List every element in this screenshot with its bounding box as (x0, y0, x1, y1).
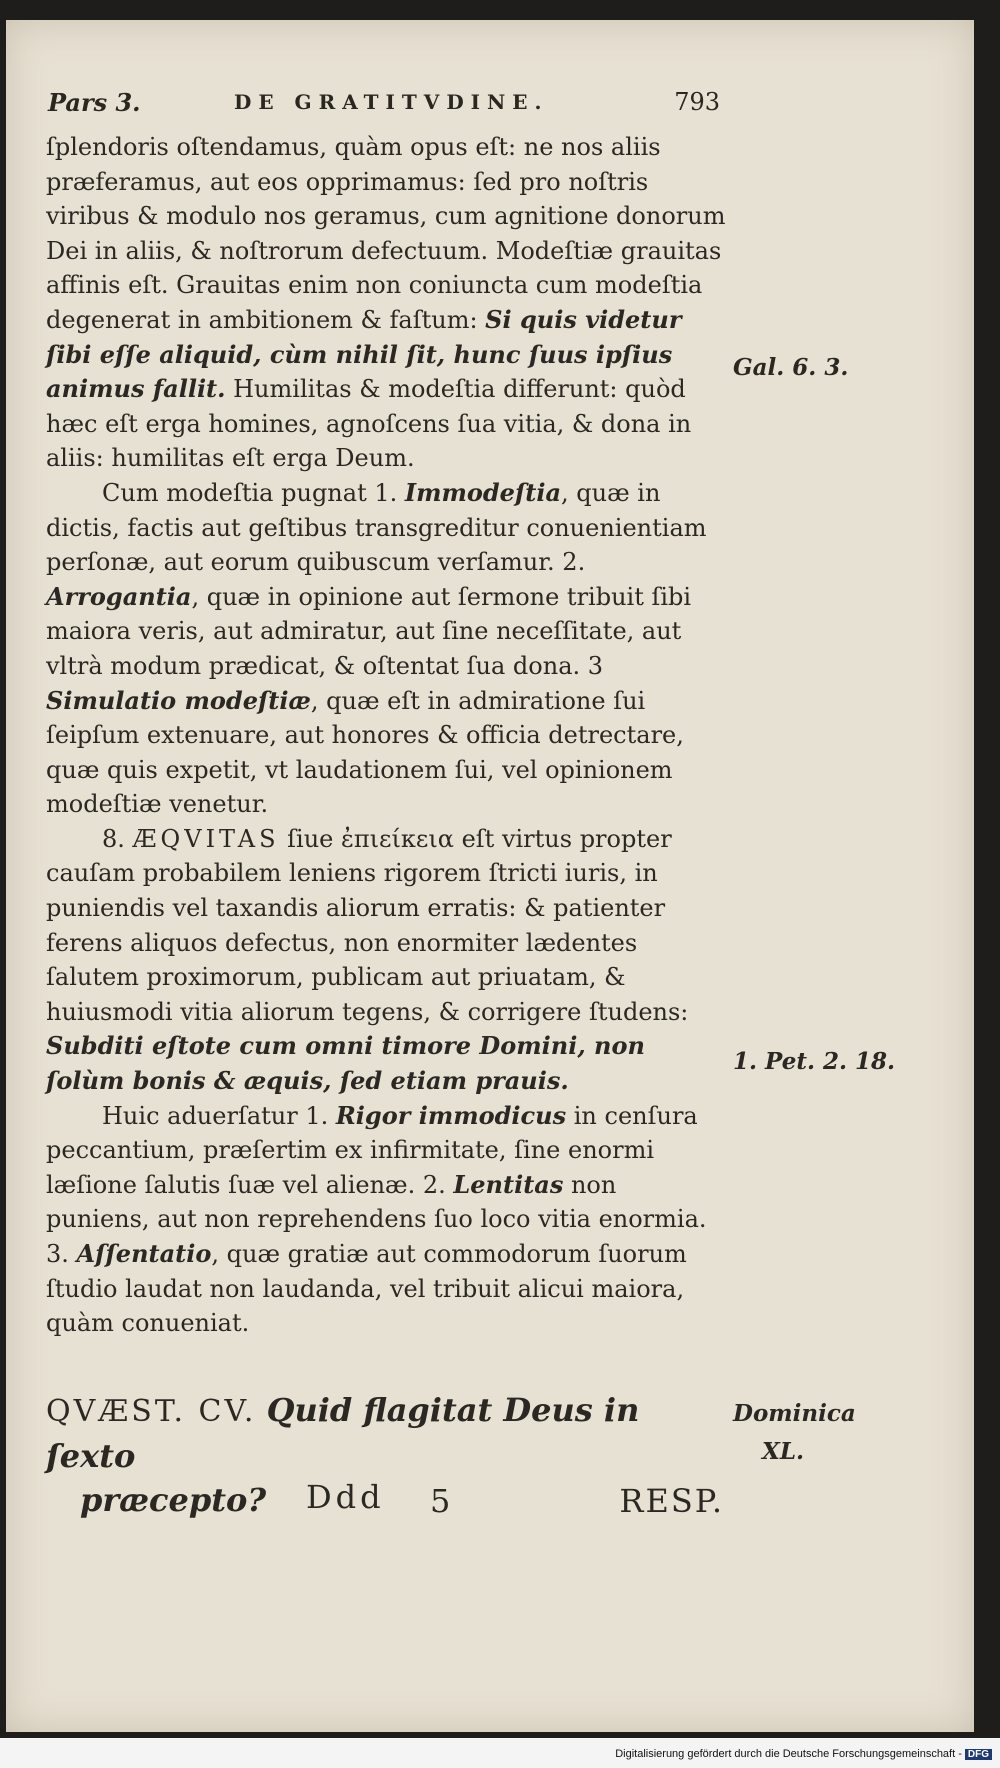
term-lentitas: Lentitas (453, 1169, 564, 1199)
term-simulatio: Simulatio modeſtiæ (46, 685, 311, 715)
text-run: ſplendoris oſtendamus, quàm opus eſt: ne nos aliis præferamus, aut eos opprimamus: ſed pro noſtris viribus & modulo nos geramus, cum agnitione donorum Dei in aliis, & noſtrorum defectuum. Modeſtiæ grauitas affinis eſt. Grauitas enim non coniuncta cum modeſtia degenerat in ambitionem & faſtum: (46, 133, 726, 334)
running-header (44, 88, 724, 124)
question-line-1 (46, 1388, 726, 1478)
text-run: ſiue ἐπιείκεια eſt virtus propter cauſam probabilem leniens rigorem ſtricti iuris, in puniendis vel taxandis aliorum erratis: & patienter ferens aliquos defectus, non enormiter lædentes ſalutem proximorum, publicam aut priuatam, & huiusmodi vitia aliorum tegens, & corrigere ſtudens: (46, 824, 689, 1026)
credit-text: Digitalisierung gefördert durch die Deutsche Forschungsgemeinschaft - (615, 1748, 962, 1760)
main-text (46, 130, 726, 1341)
term-immodestia: Immodeſtia (404, 477, 562, 507)
scripture-quote-pet: Subditi eſtote cum omni timore Domini, non ſolùm bonis & æquis, ſed etiam prauis. (46, 1031, 645, 1096)
margin-note-xl: XL. (762, 1438, 805, 1465)
signature-number: 5 (430, 1482, 451, 1520)
text-run: 8. (102, 824, 133, 853)
margin-note-gal: Gal. 6. 3. (733, 354, 849, 381)
page-footer (300, 1478, 730, 1528)
digitization-credit (615, 1748, 992, 1760)
signature-mark: Ddd (306, 1478, 385, 1516)
scripture-quote-gal: Si quis videtur ſibi eſſe aliquid, cùm nihil ſit, hunc ſuus ipſius animus fallit. (46, 304, 682, 404)
text-run: , quæ eſt in admiratione ſui ſeipſum extenuare, aut honores & officia detrectare, quæ quis expetit, vt laudationem ſui, vel opinionem modeſtiæ venetur. (46, 686, 684, 819)
text-run: in cenſura peccantium, præſertim ex infirmitate, ſine enormi læſione ſalutis ſuæ vel alienæ. 2. (46, 1101, 698, 1199)
page-number: 793 (674, 88, 720, 116)
dfg-logo: DFG (965, 1749, 992, 1760)
text-run: non puniens, aut non reprehendens ſuo loco vitia enormia. 3. (46, 1170, 707, 1268)
paragraph-aequitas (46, 822, 726, 1099)
question-line-2: præcepto? (80, 1481, 267, 1519)
text-run: , quæ in dictis, factis aut geſtibus transgreditur conuenientiam perſonæ, aut eorum quibuscum verſamur. 2. (46, 478, 707, 577)
text-run: , quæ in opinione aut ſermone tribuit ſibi maiora veris, aut admiratur, aut ſine neceſſitate, aut vltrà modum prædicat, & oſtentat ſua dona. 3 (46, 582, 692, 680)
paragraph-modestia (46, 130, 726, 476)
question-label: QVÆST. CV. (46, 1394, 257, 1429)
margin-note-pet: 1. Pet. 2. 18. (733, 1048, 895, 1075)
text-run: , quæ gratiæ aut commodorum ſuorum ſtudio laudat non laudanda, vel tribuit alicui maiora, quàm conueniat. (46, 1240, 687, 1338)
term-rigor: Rigor immodicus (335, 1100, 567, 1130)
paragraph-opposites-aequitas (46, 1099, 726, 1341)
paragraph-opposites-modestia (46, 476, 726, 822)
margin-note-dominica: Dominica (733, 1400, 856, 1427)
text-run: Cum modeſtia pugnat 1. (102, 478, 405, 507)
question-text: Quid flagitat Deus in ſexto (46, 1391, 640, 1475)
catchword: RESP. (619, 1482, 724, 1520)
term-arrogantia: Arrogantia (46, 581, 192, 611)
text-run: Humilitas & modeſtia differunt: quòd hæc eſt erga homines, agnoſcens ſua vitia, & dona in aliis: humilitas eſt erga Deum. (46, 375, 692, 473)
term-aequitas: ÆQVITAS (132, 824, 280, 853)
term-assentatio: Aſſentatio (76, 1239, 212, 1268)
header-part: Pars 3. (48, 88, 141, 117)
header-title: DE GRATITVDINE. (234, 90, 549, 114)
text-run: Huic aduerſatur 1. (102, 1101, 336, 1130)
